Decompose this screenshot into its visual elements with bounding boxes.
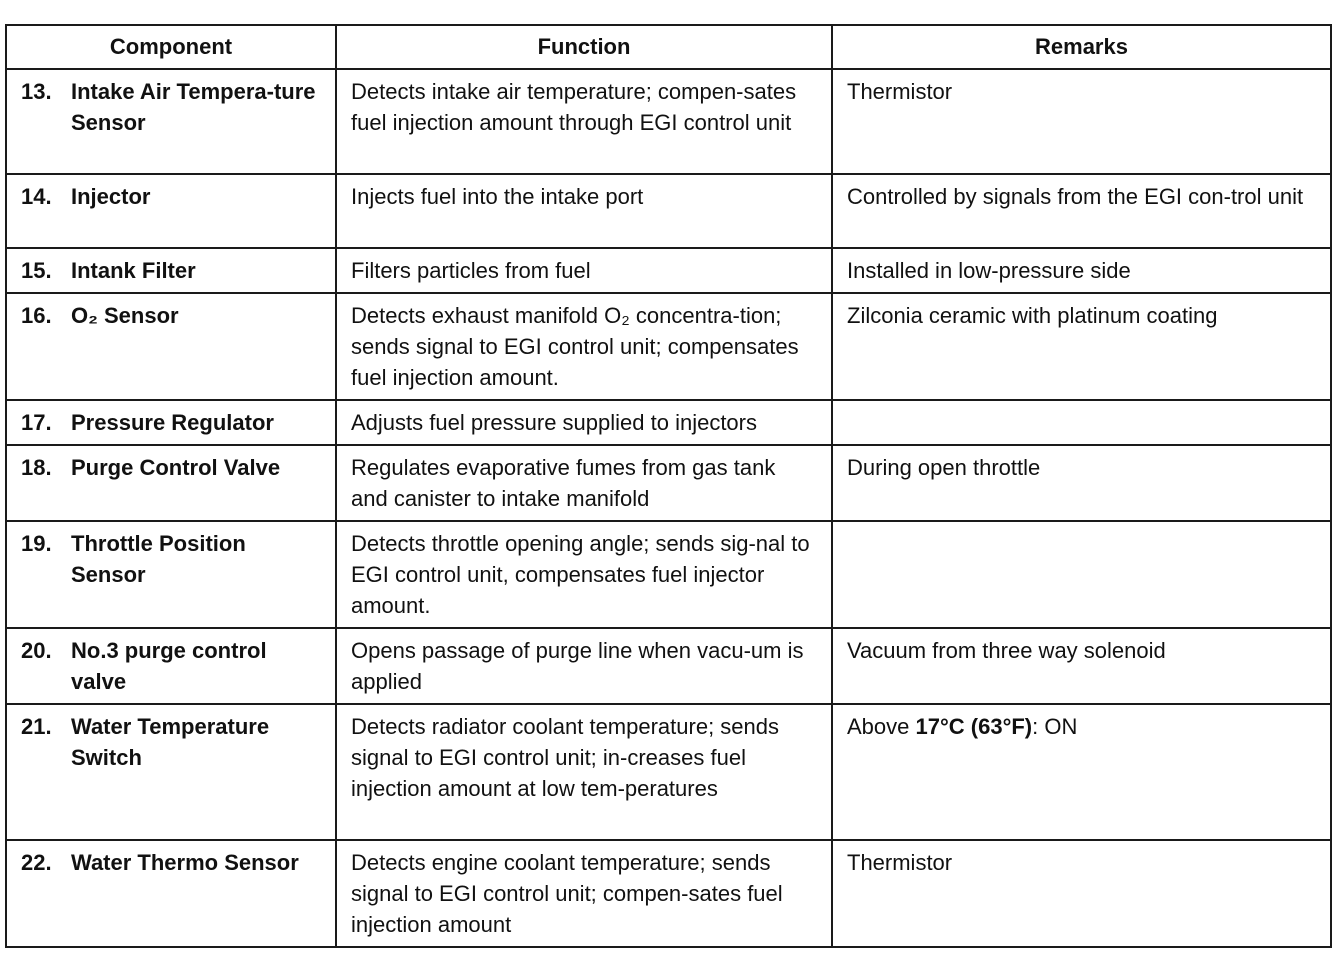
temperature-value: 17°C (63°F) bbox=[915, 714, 1033, 739]
function-cell: Detects intake air temperature; compen-sates fuel injection amount through EGI control unit bbox=[336, 69, 832, 174]
table-row bbox=[6, 704, 1331, 840]
remarks-cell bbox=[832, 400, 1331, 445]
function-cell: Regulates evaporative fumes from gas tank and canister to intake manifold bbox=[336, 445, 832, 521]
table-row bbox=[6, 628, 1331, 704]
component-name: No.3 purge control valve bbox=[71, 638, 267, 694]
header-row bbox=[6, 25, 1331, 69]
remarks-cell: Zilconia ceramic with platinum coating bbox=[832, 293, 1331, 400]
component-number: 21. bbox=[21, 714, 52, 739]
remarks-cell: During open throttle bbox=[832, 445, 1331, 521]
function-cell: Opens passage of purge line when vacu-um is applied bbox=[336, 628, 832, 704]
component-number: 18. bbox=[21, 455, 52, 480]
function-cell: Detects radiator coolant temperature; sends signal to EGI control unit; in-creases fuel injection amount at low tem-peratures bbox=[336, 704, 832, 840]
component-number: 16. bbox=[21, 303, 52, 328]
component-number: 15. bbox=[21, 258, 52, 283]
header-component: Component bbox=[6, 25, 336, 69]
header-function: Function bbox=[336, 25, 832, 69]
table-row bbox=[6, 400, 1331, 445]
remarks-suffix: : ON bbox=[1032, 714, 1078, 739]
table-row bbox=[6, 174, 1331, 248]
remarks-cell: Thermistor bbox=[832, 840, 1331, 947]
function-cell: Adjusts fuel pressure supplied to injectors bbox=[336, 400, 832, 445]
function-cell: Detects engine coolant temperature; sends signal to EGI control unit; compen-sates fuel injection amount bbox=[336, 840, 832, 947]
component-name: Purge Control Valve bbox=[71, 455, 281, 480]
component-name: Water Thermo Sensor bbox=[71, 850, 299, 875]
remarks-cell: Thermistor bbox=[832, 69, 1331, 174]
component-name: Intake Air Tempera-ture Sensor bbox=[71, 79, 316, 135]
component-number: 14. bbox=[21, 184, 52, 209]
function-cell: Detects throttle opening angle; sends sig-nal to EGI control unit, compensates fuel injector amount. bbox=[336, 521, 832, 628]
component-number: 17. bbox=[21, 410, 52, 435]
table-row bbox=[6, 445, 1331, 521]
table-row bbox=[6, 521, 1331, 628]
component-number: 20. bbox=[21, 638, 52, 663]
table-row bbox=[6, 840, 1331, 947]
header-remarks: Remarks bbox=[832, 25, 1331, 69]
remarks-cell bbox=[832, 704, 1331, 840]
component-name: O₂ Sensor bbox=[71, 303, 179, 328]
function-cell: Filters particles from fuel bbox=[336, 248, 832, 293]
function-cell: Injects fuel into the intake port bbox=[336, 174, 832, 248]
remarks-cell: Controlled by signals from the EGI con-trol unit bbox=[832, 174, 1331, 248]
table-row bbox=[6, 293, 1331, 400]
remarks-cell: Installed in low-pressure side bbox=[832, 248, 1331, 293]
component-table bbox=[5, 24, 1332, 948]
component-number: 22. bbox=[21, 850, 52, 875]
component-name: Injector bbox=[71, 184, 151, 209]
remarks-prefix: Above bbox=[847, 714, 916, 739]
component-number: 19. bbox=[21, 531, 52, 556]
remarks-cell: Vacuum from three way solenoid bbox=[832, 628, 1331, 704]
component-name: Water Temperature Switch bbox=[71, 714, 270, 770]
component-name: Throttle Position Sensor bbox=[71, 531, 246, 587]
table-row bbox=[6, 69, 1331, 174]
remarks-cell bbox=[832, 521, 1331, 628]
component-name: Pressure Regulator bbox=[71, 410, 274, 435]
component-number: 13. bbox=[21, 79, 52, 104]
function-cell: Detects exhaust manifold O₂ concentra-tion; sends signal to EGI control unit; compensates fuel injection amount. bbox=[336, 293, 832, 400]
component-name: Intank Filter bbox=[71, 258, 196, 283]
table-row bbox=[6, 248, 1331, 293]
